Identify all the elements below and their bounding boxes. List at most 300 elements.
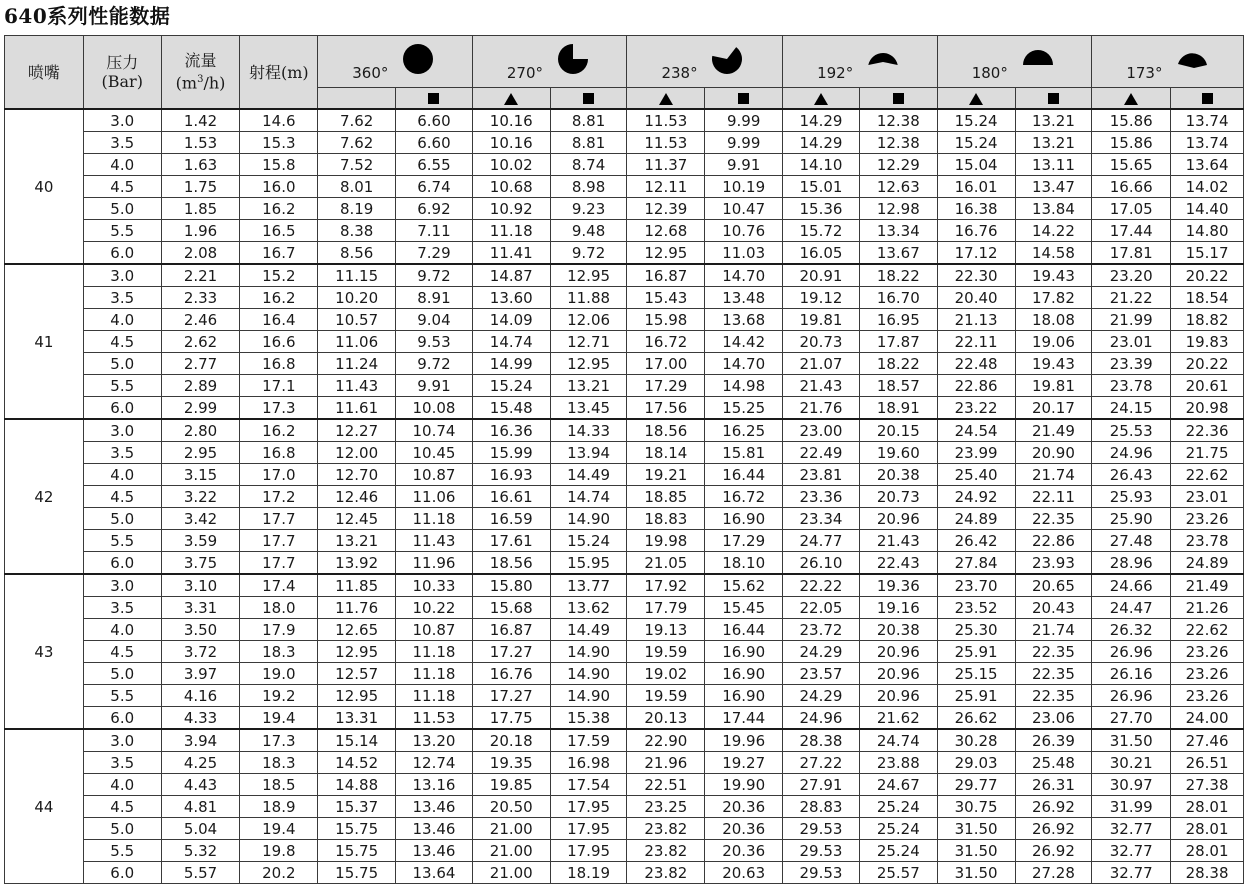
table-cell: 13.84 bbox=[1015, 198, 1092, 220]
table-cell: 13.77 bbox=[550, 574, 627, 597]
table-cell: 16.95 bbox=[859, 309, 937, 331]
table-cell: 17.92 bbox=[627, 574, 705, 597]
table-cell: 3.0 bbox=[83, 419, 161, 442]
table-cell: 13.46 bbox=[396, 818, 473, 840]
table-cell: 16.2 bbox=[240, 419, 318, 442]
table-row bbox=[5, 796, 1244, 818]
table-cell: 29.53 bbox=[783, 840, 860, 862]
triangle-icon bbox=[1124, 93, 1138, 105]
table-cell: 4.5 bbox=[83, 796, 161, 818]
table-cell: 5.5 bbox=[83, 220, 161, 242]
table-cell: 23.82 bbox=[627, 862, 705, 884]
table-cell: 10.74 bbox=[396, 419, 473, 442]
symbol-cell bbox=[318, 88, 396, 110]
table-cell: 15.95 bbox=[550, 552, 627, 575]
table-cell: 20.38 bbox=[859, 464, 937, 486]
range-header: 射程(m) bbox=[240, 36, 318, 110]
table-cell: 21.99 bbox=[1092, 309, 1171, 331]
table-cell: 15.14 bbox=[318, 729, 396, 752]
table-cell: 12.45 bbox=[318, 508, 396, 530]
table-cell: 11.53 bbox=[627, 132, 705, 154]
table-cell: 18.82 bbox=[1171, 309, 1244, 331]
table-cell: 10.33 bbox=[396, 574, 473, 597]
table-cell: 12.68 bbox=[627, 220, 705, 242]
flow-header-unit: $(m^3/h)$ bbox=[175, 73, 226, 93]
angle-group-173 bbox=[1092, 36, 1244, 88]
table-cell: 20.17 bbox=[1015, 397, 1092, 420]
table-cell: 8.19 bbox=[318, 198, 396, 220]
table-cell: 17.2 bbox=[240, 486, 318, 508]
table-cell: 5.0 bbox=[83, 198, 161, 220]
table-cell: 16.38 bbox=[937, 198, 1015, 220]
table-cell: 19.83 bbox=[1171, 331, 1244, 353]
table-cell: 22.36 bbox=[1171, 419, 1244, 442]
table-cell: 16.90 bbox=[705, 685, 783, 707]
table-cell: 31.50 bbox=[937, 818, 1015, 840]
table-cell: 3.5 bbox=[83, 442, 161, 464]
table-cell: 18.5 bbox=[240, 774, 318, 796]
table-cell: 16.87 bbox=[472, 619, 550, 641]
table-cell: 20.18 bbox=[472, 729, 550, 752]
table-cell: 20.38 bbox=[859, 619, 937, 641]
table-cell: 15.17 bbox=[1171, 242, 1244, 265]
table-cell: 8.98 bbox=[550, 176, 627, 198]
table-cell: 22.49 bbox=[783, 442, 860, 464]
angle-group-270 bbox=[472, 36, 627, 88]
table-cell: 16.2 bbox=[240, 287, 318, 309]
table-cell: 24.29 bbox=[783, 641, 860, 663]
table-cell: 14.90 bbox=[550, 508, 627, 530]
table-cell: 17.95 bbox=[550, 796, 627, 818]
table-cell: 20.50 bbox=[472, 796, 550, 818]
table-cell: 11.03 bbox=[705, 242, 783, 265]
table-cell: 27.28 bbox=[1015, 862, 1092, 884]
symbol-cell bbox=[783, 88, 860, 110]
table-cell: 26.42 bbox=[937, 530, 1015, 552]
table-cell: 15.75 bbox=[318, 840, 396, 862]
table-cell: 14.90 bbox=[550, 685, 627, 707]
table-cell: 9.04 bbox=[396, 309, 473, 331]
table-cell: 14.40 bbox=[1171, 198, 1244, 220]
table-cell: 8.74 bbox=[550, 154, 627, 176]
table-cell: 12.74 bbox=[396, 752, 473, 774]
square-icon bbox=[428, 93, 439, 104]
table-cell: 20.40 bbox=[937, 287, 1015, 309]
table-cell: 13.74 bbox=[1171, 132, 1244, 154]
table-cell: 3.0 bbox=[83, 264, 161, 287]
table-cell: 17.27 bbox=[472, 641, 550, 663]
table-row bbox=[5, 663, 1244, 685]
table-cell: 14.74 bbox=[550, 486, 627, 508]
table-cell: 8.81 bbox=[550, 109, 627, 132]
table-cell: 23.01 bbox=[1092, 331, 1171, 353]
table-cell: 3.5 bbox=[83, 752, 161, 774]
table-cell: 12.11 bbox=[627, 176, 705, 198]
table-cell: 29.77 bbox=[937, 774, 1015, 796]
table-cell: 16.76 bbox=[472, 663, 550, 685]
table-cell: 28.38 bbox=[1171, 862, 1244, 884]
table-cell: 16.87 bbox=[627, 264, 705, 287]
table-cell: 8.56 bbox=[318, 242, 396, 265]
table-cell: 25.91 bbox=[937, 685, 1015, 707]
table-cell: 15.25 bbox=[705, 397, 783, 420]
table-cell: 3.10 bbox=[161, 574, 240, 597]
table-cell: 13.46 bbox=[396, 796, 473, 818]
table-cell: 12.65 bbox=[318, 619, 396, 641]
table-cell: 17.79 bbox=[627, 597, 705, 619]
table-cell: 12.27 bbox=[318, 419, 396, 442]
table-cell: 23.78 bbox=[1171, 530, 1244, 552]
table-cell: 16.59 bbox=[472, 508, 550, 530]
table-cell: 21.05 bbox=[627, 552, 705, 575]
table-cell: 12.57 bbox=[318, 663, 396, 685]
table-cell: 11.53 bbox=[396, 707, 473, 730]
arc-238-icon bbox=[711, 43, 743, 75]
table-cell: 5.0 bbox=[83, 353, 161, 375]
table-cell: 22.90 bbox=[627, 729, 705, 752]
table-cell: 23.25 bbox=[627, 796, 705, 818]
three-quarter-circle-icon bbox=[557, 43, 589, 75]
semicircle-icon bbox=[1022, 43, 1054, 75]
table-cell: 12.95 bbox=[318, 641, 396, 663]
table-cell: 5.04 bbox=[161, 818, 240, 840]
angle-group-238 bbox=[627, 36, 783, 88]
table-cell: 21.49 bbox=[1171, 574, 1244, 597]
table-cell: 25.57 bbox=[859, 862, 937, 884]
table-cell: 18.85 bbox=[627, 486, 705, 508]
table-cell: 28.96 bbox=[1092, 552, 1171, 575]
table-cell: 19.85 bbox=[472, 774, 550, 796]
table-cell: 13.34 bbox=[859, 220, 937, 242]
table-cell: 22.35 bbox=[1015, 685, 1092, 707]
table-cell: 17.82 bbox=[1015, 287, 1092, 309]
table-cell: 2.08 bbox=[161, 242, 240, 265]
table-cell: 9.23 bbox=[550, 198, 627, 220]
table-cell: 11.43 bbox=[318, 375, 396, 397]
table-cell: 17.56 bbox=[627, 397, 705, 420]
table-cell: 13.62 bbox=[550, 597, 627, 619]
table-row bbox=[5, 176, 1244, 198]
table-cell: 28.01 bbox=[1171, 796, 1244, 818]
table-cell: 23.82 bbox=[627, 840, 705, 862]
table-cell: 23.57 bbox=[783, 663, 860, 685]
table-cell: 18.22 bbox=[859, 353, 937, 375]
table-row bbox=[5, 641, 1244, 663]
table-cell: 20.43 bbox=[1015, 597, 1092, 619]
table-cell: 7.11 bbox=[396, 220, 473, 242]
table-cell: 16.90 bbox=[705, 641, 783, 663]
table-cell: 11.15 bbox=[318, 264, 396, 287]
table-cell: 23.26 bbox=[1171, 641, 1244, 663]
table-row bbox=[5, 619, 1244, 641]
table-cell: 11.18 bbox=[396, 641, 473, 663]
table-cell: 4.0 bbox=[83, 774, 161, 796]
table-cell: 22.35 bbox=[1015, 641, 1092, 663]
table-cell: 13.60 bbox=[472, 287, 550, 309]
table-cell: 11.37 bbox=[627, 154, 705, 176]
table-cell: 16.8 bbox=[240, 442, 318, 464]
table-cell: 22.51 bbox=[627, 774, 705, 796]
table-cell: 22.62 bbox=[1171, 619, 1244, 641]
table-cell: 4.0 bbox=[83, 464, 161, 486]
flow-header-label: 流量 bbox=[184, 51, 217, 71]
table-cell: 16.36 bbox=[472, 419, 550, 442]
table-cell: 19.02 bbox=[627, 663, 705, 685]
table-cell: 19.59 bbox=[627, 641, 705, 663]
nozzle-cell: 44 bbox=[5, 729, 84, 884]
table-cell: 3.5 bbox=[83, 597, 161, 619]
table-cell: 16.25 bbox=[705, 419, 783, 442]
table-cell: 7.29 bbox=[396, 242, 473, 265]
table-cell: 25.24 bbox=[859, 840, 937, 862]
table-cell: 18.22 bbox=[859, 264, 937, 287]
table-cell: 25.53 bbox=[1092, 419, 1171, 442]
table-cell: 22.11 bbox=[1015, 486, 1092, 508]
table-cell: 4.81 bbox=[161, 796, 240, 818]
table-row bbox=[5, 397, 1244, 420]
table-cell: 14.02 bbox=[1171, 176, 1244, 198]
table-cell: 17.54 bbox=[550, 774, 627, 796]
table-cell: 18.0 bbox=[240, 597, 318, 619]
table-cell: 18.56 bbox=[472, 552, 550, 575]
table-cell: 10.16 bbox=[472, 109, 550, 132]
table-cell: 16.5 bbox=[240, 220, 318, 242]
table-cell: 17.00 bbox=[627, 353, 705, 375]
table-cell: 3.5 bbox=[83, 287, 161, 309]
table-cell: 6.0 bbox=[83, 707, 161, 730]
table-cell: 11.41 bbox=[472, 242, 550, 265]
table-cell: 26.96 bbox=[1092, 685, 1171, 707]
table-cell: 14.80 bbox=[1171, 220, 1244, 242]
table-cell: 13.48 bbox=[705, 287, 783, 309]
table-cell: 17.7 bbox=[240, 530, 318, 552]
table-cell: 26.92 bbox=[1015, 840, 1092, 862]
table-cell: 13.67 bbox=[859, 242, 937, 265]
table-cell: 25.15 bbox=[937, 663, 1015, 685]
table-row bbox=[5, 597, 1244, 619]
table-cell: 26.10 bbox=[783, 552, 860, 575]
table-cell: 17.4 bbox=[240, 574, 318, 597]
table-cell: 17.0 bbox=[240, 464, 318, 486]
table-cell: 19.8 bbox=[240, 840, 318, 862]
square-icon bbox=[738, 93, 749, 104]
table-cell: 10.87 bbox=[396, 619, 473, 641]
table-cell: 2.80 bbox=[161, 419, 240, 442]
table-cell: 21.74 bbox=[1015, 464, 1092, 486]
table-cell: 27.22 bbox=[783, 752, 860, 774]
table-cell: 13.21 bbox=[318, 530, 396, 552]
table-row bbox=[5, 818, 1244, 840]
table-cell: 3.31 bbox=[161, 597, 240, 619]
table-cell: 17.1 bbox=[240, 375, 318, 397]
table-cell: 16.05 bbox=[783, 242, 860, 265]
table-cell: 17.61 bbox=[472, 530, 550, 552]
table-row bbox=[5, 464, 1244, 486]
table-cell: 20.96 bbox=[859, 663, 937, 685]
symbol-cell bbox=[550, 88, 627, 110]
table-cell: 17.87 bbox=[859, 331, 937, 353]
table-row bbox=[5, 530, 1244, 552]
table-cell: 17.95 bbox=[550, 818, 627, 840]
table-cell: 11.06 bbox=[396, 486, 473, 508]
table-cell: 15.48 bbox=[472, 397, 550, 420]
table-cell: 29.53 bbox=[783, 818, 860, 840]
table-cell: 17.44 bbox=[705, 707, 783, 730]
table-cell: 9.99 bbox=[705, 132, 783, 154]
table-cell: 14.58 bbox=[1015, 242, 1092, 265]
table-cell: 18.56 bbox=[627, 419, 705, 442]
table-cell: 22.86 bbox=[937, 375, 1015, 397]
table-cell: 22.11 bbox=[937, 331, 1015, 353]
table-cell: 13.16 bbox=[396, 774, 473, 796]
table-cell: 20.2 bbox=[240, 862, 318, 884]
table-cell: 3.15 bbox=[161, 464, 240, 486]
table-cell: 17.29 bbox=[627, 375, 705, 397]
table-cell: 18.19 bbox=[550, 862, 627, 884]
square-icon bbox=[583, 93, 594, 104]
table-cell: 23.78 bbox=[1092, 375, 1171, 397]
table-cell: 20.96 bbox=[859, 685, 937, 707]
table-cell: 8.38 bbox=[318, 220, 396, 242]
table-cell: 12.71 bbox=[550, 331, 627, 353]
arc-192-icon bbox=[867, 43, 899, 75]
table-cell: 4.5 bbox=[83, 176, 161, 198]
table-cell: 22.22 bbox=[783, 574, 860, 597]
table-row bbox=[5, 840, 1244, 862]
table-cell: 32.77 bbox=[1092, 862, 1171, 884]
table-cell: 20.96 bbox=[859, 508, 937, 530]
performance-table bbox=[4, 35, 1244, 884]
table-cell: 19.36 bbox=[859, 574, 937, 597]
table-cell: 9.72 bbox=[396, 264, 473, 287]
table-cell: 23.52 bbox=[937, 597, 1015, 619]
table-cell: 15.75 bbox=[318, 818, 396, 840]
table-cell: 12.38 bbox=[859, 132, 937, 154]
table-cell: 12.29 bbox=[859, 154, 937, 176]
angle-group-360 bbox=[318, 36, 473, 88]
table-cell: 2.95 bbox=[161, 442, 240, 464]
table-cell: 15.38 bbox=[550, 707, 627, 730]
table-cell: 24.89 bbox=[937, 508, 1015, 530]
pressure-header-unit: (Bar) bbox=[101, 72, 143, 91]
table-cell: 16.8 bbox=[240, 353, 318, 375]
table-row bbox=[5, 287, 1244, 309]
table-cell: 23.99 bbox=[937, 442, 1015, 464]
table-cell: 14.09 bbox=[472, 309, 550, 331]
table-cell: 28.01 bbox=[1171, 840, 1244, 862]
table-cell: 24.66 bbox=[1092, 574, 1171, 597]
table-cell: 32.77 bbox=[1092, 840, 1171, 862]
table-cell: 20.13 bbox=[627, 707, 705, 730]
table-cell: 2.46 bbox=[161, 309, 240, 331]
table-cell: 25.40 bbox=[937, 464, 1015, 486]
symbol-cell bbox=[937, 88, 1015, 110]
nozzle-cell: 40 bbox=[5, 109, 84, 264]
table-cell: 1.42 bbox=[161, 109, 240, 132]
table-cell: 28.38 bbox=[783, 729, 860, 752]
table-cell: 20.36 bbox=[705, 796, 783, 818]
table-cell: 11.96 bbox=[396, 552, 473, 575]
table-cell: 3.0 bbox=[83, 109, 161, 132]
table-cell: 11.61 bbox=[318, 397, 396, 420]
table-cell: 1.63 bbox=[161, 154, 240, 176]
table-cell: 23.82 bbox=[627, 818, 705, 840]
table-cell: 15.75 bbox=[318, 862, 396, 884]
table-cell: 15.24 bbox=[937, 109, 1015, 132]
table-cell: 22.86 bbox=[1015, 530, 1092, 552]
table-cell: 19.81 bbox=[783, 309, 860, 331]
table-cell: 16.72 bbox=[627, 331, 705, 353]
table-cell: 6.60 bbox=[396, 132, 473, 154]
table-cell: 24.74 bbox=[859, 729, 937, 752]
table-row bbox=[5, 375, 1244, 397]
symbol-cell bbox=[472, 88, 550, 110]
table-cell: 15.24 bbox=[937, 132, 1015, 154]
table-cell: 12.39 bbox=[627, 198, 705, 220]
table-cell: 10.47 bbox=[705, 198, 783, 220]
table-cell: 12.95 bbox=[550, 353, 627, 375]
table-cell: 15.68 bbox=[472, 597, 550, 619]
table-cell: 3.50 bbox=[161, 619, 240, 641]
table-cell: 5.5 bbox=[83, 375, 161, 397]
table-cell: 24.96 bbox=[1092, 442, 1171, 464]
triangle-icon bbox=[504, 93, 518, 105]
table-cell: 16.4 bbox=[240, 309, 318, 331]
table-cell: 27.91 bbox=[783, 774, 860, 796]
table-cell: 6.0 bbox=[83, 862, 161, 884]
table-row bbox=[5, 242, 1244, 265]
table-cell: 24.92 bbox=[937, 486, 1015, 508]
table-cell: 18.54 bbox=[1171, 287, 1244, 309]
table-cell: 26.62 bbox=[937, 707, 1015, 730]
table-cell: 17.3 bbox=[240, 729, 318, 752]
table-row bbox=[5, 442, 1244, 464]
table-cell: 21.26 bbox=[1171, 597, 1244, 619]
table-row bbox=[5, 198, 1244, 220]
table-cell: 19.4 bbox=[240, 818, 318, 840]
table-cell: 19.2 bbox=[240, 685, 318, 707]
table-row bbox=[5, 309, 1244, 331]
table-cell: 8.91 bbox=[396, 287, 473, 309]
table-cell: 18.08 bbox=[1015, 309, 1092, 331]
table-cell: 17.05 bbox=[1092, 198, 1171, 220]
table-cell: 3.0 bbox=[83, 574, 161, 597]
table-cell: 26.32 bbox=[1092, 619, 1171, 641]
table-row bbox=[5, 862, 1244, 884]
table-cell: 14.29 bbox=[783, 109, 860, 132]
table-cell: 15.01 bbox=[783, 176, 860, 198]
table-cell: 19.35 bbox=[472, 752, 550, 774]
table-cell: 10.22 bbox=[396, 597, 473, 619]
nozzle-header: 喷嘴 bbox=[5, 36, 84, 110]
angle-label: 192° bbox=[817, 64, 854, 82]
table-cell: 15.8 bbox=[240, 154, 318, 176]
table-cell: 9.72 bbox=[396, 353, 473, 375]
table-cell: 5.57 bbox=[161, 862, 240, 884]
table-cell: 21.22 bbox=[1092, 287, 1171, 309]
table-cell: 2.33 bbox=[161, 287, 240, 309]
table-cell: 30.28 bbox=[937, 729, 1015, 752]
table-cell: 5.5 bbox=[83, 685, 161, 707]
table-cell: 25.24 bbox=[859, 818, 937, 840]
table-cell: 17.9 bbox=[240, 619, 318, 641]
table-cell: 24.00 bbox=[1171, 707, 1244, 730]
table-cell: 20.65 bbox=[1015, 574, 1092, 597]
table-cell: 9.99 bbox=[705, 109, 783, 132]
table-cell: 15.62 bbox=[705, 574, 783, 597]
table-cell: 11.85 bbox=[318, 574, 396, 597]
angle-group-180 bbox=[937, 36, 1092, 88]
